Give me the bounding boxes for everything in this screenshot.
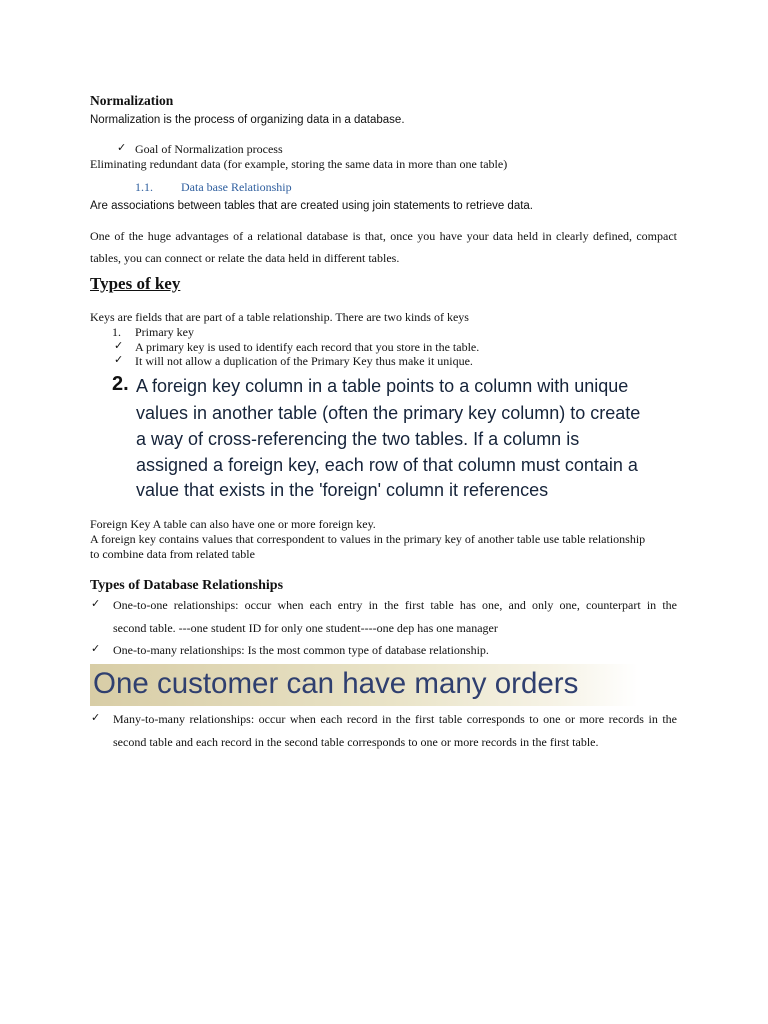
foreign-key-line-2: A foreign key contains values that correspondent to values in the primary key of another table use table relationship bbox=[90, 532, 646, 546]
banner-text: One customer can have many orders bbox=[93, 667, 579, 700]
checkmark-icon: ✓ bbox=[91, 642, 101, 655]
types-of-key-heading: Types of key bbox=[90, 274, 181, 293]
customer-orders-banner bbox=[90, 664, 638, 706]
foreign-key-line-1: Foreign Key A table can also have one or more foreign key. bbox=[90, 517, 376, 531]
advantage-line-2: tables, you can connect or relate the data held in different tables. bbox=[90, 251, 400, 265]
foreign-key-line-3: to combine data from related table bbox=[90, 547, 255, 561]
keys-intro: Keys are fields that are part of a table relationship. There are two kinds of keys bbox=[90, 310, 469, 324]
goal-text: Eliminating redundant data (for example, storing the same data in more than one table) bbox=[90, 157, 508, 171]
many-to-many-line-2: second table and each record in the second table corresponds to one or more records in the first table. bbox=[113, 735, 599, 749]
goal-label: Goal of Normalization process bbox=[135, 142, 283, 156]
subheading-text: Data base Relationship bbox=[181, 180, 292, 194]
one-to-many-text: One-to-many relationships: Is the most common type of database relationship. bbox=[113, 643, 489, 657]
checkmark-icon: ✓ bbox=[114, 339, 124, 352]
one-to-one-line-1: One-to-one relationships: occur when each entry in the first table has one, and only one, counterpart in the bbox=[113, 598, 677, 612]
normalization-definition: Normalization is the process of organizing data in a database. bbox=[90, 114, 405, 126]
many-to-many-line-1: Many-to-many relationships: occur when each record in the first table corresponds to one or more records in the bbox=[113, 712, 677, 726]
checkmark-icon: ✓ bbox=[91, 711, 101, 724]
bullet-primary-key-2: It will not allow a duplication of the Primary Key thus make it unique. bbox=[135, 354, 473, 368]
foreign-key-description-line-4: assigned a foreign key, each row of that column must contain a bbox=[136, 455, 638, 475]
checkmark-icon: ✓ bbox=[114, 353, 124, 366]
checkmark-icon: ✓ bbox=[117, 141, 127, 154]
bullet-primary-key-1: A primary key is used to identify each record that you store in the table. bbox=[135, 340, 480, 354]
foreign-key-description-line-2: values in another table (often the primary key column) to create bbox=[136, 403, 641, 423]
foreign-key-description-line-3: a way of cross-referencing the two tables. If a column is bbox=[136, 429, 580, 449]
advantage-line-1: One of the huge advantages of a relational database is that, once you have your data held in clearly defined, compact bbox=[90, 229, 677, 243]
foreign-key-description-line-5: value that exists in the 'foreign' column it references bbox=[136, 480, 549, 500]
relationship-definition: Are associations between tables that are created using join statements to retrieve data. bbox=[90, 200, 534, 212]
relationship-types-heading: Types of Database Relationships bbox=[90, 578, 284, 593]
checkmark-icon: ✓ bbox=[91, 597, 101, 610]
normalization-heading: Normalization bbox=[90, 93, 174, 108]
item1-number: 1. bbox=[112, 325, 121, 339]
one-to-one-line-2: second table. ---one student ID for only one student----one dep has one manager bbox=[113, 621, 498, 635]
foreign-key-description-line-1: A foreign key column in a table points to a column with unique bbox=[136, 376, 629, 396]
item1-label: Primary key bbox=[135, 325, 194, 339]
subheading-number: 1.1. bbox=[135, 180, 153, 194]
item2-number: 2. bbox=[112, 373, 129, 395]
